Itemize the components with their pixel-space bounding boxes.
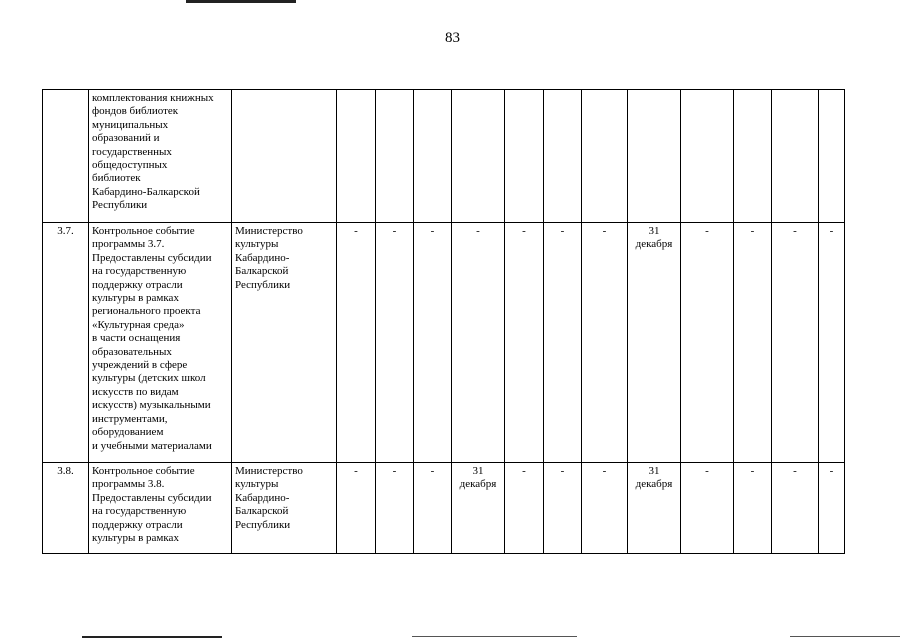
control-events-table	[42, 89, 845, 554]
schedule-cell: -	[376, 223, 414, 463]
responsible-executor	[232, 90, 337, 223]
schedule-cell	[544, 90, 582, 223]
schedule-cell	[505, 90, 544, 223]
schedule-cell: 31 декабря	[452, 463, 505, 554]
schedule-cell: 31 декабря	[628, 223, 681, 463]
schedule-cell: -	[544, 463, 582, 554]
schedule-cell: -	[819, 223, 845, 463]
schedule-cell: -	[734, 223, 772, 463]
responsible-executor: Министерство культуры Кабардино- Балкарской Республики	[232, 223, 337, 463]
table-row	[43, 90, 845, 223]
responsible-executor: Министерство культуры Кабардино- Балкарской Республики	[232, 463, 337, 554]
schedule-cell	[337, 90, 376, 223]
scan-artifact-bottom-center	[412, 636, 577, 637]
schedule-cell: -	[414, 463, 452, 554]
table-row	[43, 463, 845, 554]
schedule-cell: -	[819, 463, 845, 554]
row-number: 3.8.	[43, 463, 89, 554]
table-row	[43, 223, 845, 463]
schedule-cell	[681, 90, 734, 223]
scan-artifact-bottom-left	[82, 636, 222, 638]
schedule-cell: -	[582, 463, 628, 554]
page-number: 83	[445, 30, 460, 46]
schedule-cell	[772, 90, 819, 223]
schedule-cell: -	[505, 463, 544, 554]
row-number: 3.7.	[43, 223, 89, 463]
schedule-cell	[734, 90, 772, 223]
schedule-cell	[819, 90, 845, 223]
schedule-cell	[628, 90, 681, 223]
event-description: Контрольное событие программы 3.8. Предоставлены субсидии на государственную поддержку отрасли культуры в рамках	[89, 463, 232, 554]
schedule-cell: -	[376, 463, 414, 554]
schedule-cell: -	[414, 223, 452, 463]
schedule-cell: 31 декабря	[628, 463, 681, 554]
schedule-cell: -	[582, 223, 628, 463]
schedule-cell: -	[772, 463, 819, 554]
schedule-cell: -	[772, 223, 819, 463]
schedule-cell: -	[544, 223, 582, 463]
schedule-cell	[452, 90, 505, 223]
schedule-cell: -	[452, 223, 505, 463]
scan-artifact-bottom-right	[790, 636, 900, 637]
schedule-cell: -	[734, 463, 772, 554]
schedule-cell: -	[337, 463, 376, 554]
event-description: комплектования книжных фондов библиотек муниципальных образований и государственных общедоступных библиотек Кабардино-Балкарской Республики	[89, 90, 232, 223]
schedule-cell: -	[337, 223, 376, 463]
schedule-cell: -	[681, 463, 734, 554]
scan-artifact-top	[186, 0, 296, 3]
schedule-cell	[414, 90, 452, 223]
row-number	[43, 90, 89, 223]
schedule-cell: -	[681, 223, 734, 463]
schedule-cell	[376, 90, 414, 223]
schedule-cell	[582, 90, 628, 223]
schedule-cell: -	[505, 223, 544, 463]
event-description: Контрольное событие программы 3.7. Предоставлены субсидии на государственную поддержку отрасли культуры в рамках регионального проекта «Культурная среда» в части оснащения образовательных учреждений в сфере культуры (детских школ искусств по видам искусств) музыкальными инструментами, оборудованием и учебными материалами	[89, 223, 232, 463]
